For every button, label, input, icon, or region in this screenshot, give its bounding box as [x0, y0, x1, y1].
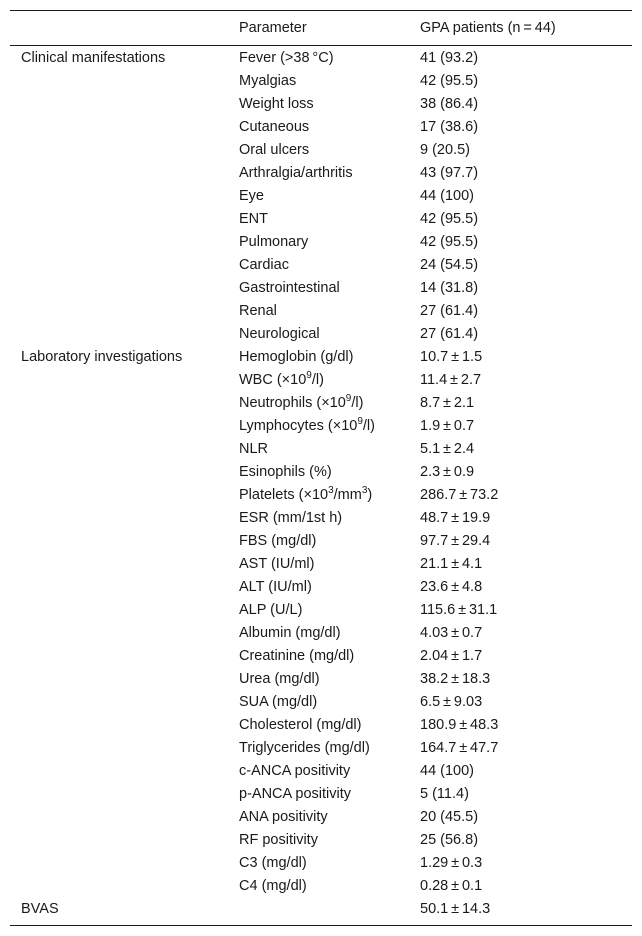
value-cell: 17 (38.6) — [420, 119, 479, 135]
value-cell: 115.6 ± 31.1 — [420, 602, 498, 618]
table-row — [10, 277, 632, 300]
value-cell: 20 (45.5) — [420, 809, 479, 825]
value-cell: 5.1 ± 2.4 — [420, 441, 475, 457]
table-row — [10, 553, 632, 576]
parameter-cell: C4 (mg/dl) — [239, 878, 307, 894]
value-cell: 97.7 ± 29.4 — [420, 533, 491, 549]
parameter-cell: ANA positivity — [239, 809, 328, 825]
table-row — [10, 783, 632, 806]
table-row — [10, 875, 632, 898]
table-row — [10, 323, 632, 346]
value-cell: 42 (95.5) — [420, 234, 479, 250]
value-cell: 1.9 ± 0.7 — [420, 418, 475, 434]
parameter-cell: NLR — [239, 441, 269, 457]
parameter-cell: Fever (>38 °C) — [239, 50, 334, 66]
table-row — [10, 208, 632, 231]
table-row — [10, 369, 632, 392]
superscript-text: 9 — [306, 370, 312, 382]
superscript-text: 9 — [357, 416, 363, 428]
table-row — [10, 645, 632, 668]
value-cell: 38.2 ± 18.3 — [420, 671, 491, 687]
parameter-cell: Esinophils (%) — [239, 464, 332, 480]
table-row — [10, 829, 632, 852]
parameter-cell: Gastrointestinal — [239, 280, 340, 296]
superscript-text: 3 — [361, 485, 368, 497]
table-row — [10, 530, 632, 553]
parameter-cell: Arthralgia/arthritis — [239, 165, 353, 181]
value-cell: 6.5 ± 9.03 — [420, 694, 483, 710]
value-cell: 5 (11.4) — [420, 786, 469, 802]
table-row — [10, 622, 632, 645]
table-row — [10, 93, 632, 116]
table-row — [10, 714, 632, 737]
value-cell: 8.7 ± 2.1 — [420, 395, 475, 411]
header-gpa-patients: GPA patients (n = 44) — [420, 20, 556, 36]
parameter-cell: Cutaneous — [239, 119, 310, 135]
group-label: Clinical manifestations — [21, 50, 166, 66]
value-cell: 27 (61.4) — [420, 303, 479, 319]
parameter-cell: Myalgias — [239, 73, 297, 89]
table-row — [10, 300, 632, 323]
parameter-cell: Weight loss — [239, 96, 314, 112]
value-cell: 42 (95.5) — [420, 211, 479, 227]
table-row — [10, 346, 632, 369]
value-cell: 44 (100) — [420, 763, 475, 779]
parameter-cell: Eye — [239, 188, 264, 204]
table-row — [10, 139, 632, 162]
table-row — [10, 392, 632, 415]
parameter-cell: Urea (mg/dl) — [239, 671, 320, 687]
value-cell: 48.7 ± 19.9 — [420, 510, 491, 526]
superscript-text: 9 — [345, 393, 352, 405]
parameter-text: /l) — [362, 418, 375, 434]
data-table — [10, 10, 632, 926]
value-cell: 1.29 ± 0.3 — [420, 855, 483, 871]
value-cell: 50.1 ± 14.3 — [420, 901, 491, 917]
parameter-cell — [239, 369, 324, 392]
table-row — [10, 461, 632, 484]
table-row — [10, 691, 632, 714]
table-body — [10, 46, 632, 925]
group-label: Laboratory investigations — [21, 349, 183, 365]
value-cell: 25 (56.8) — [420, 832, 479, 848]
parameter-cell: Neurological — [239, 326, 320, 342]
parameter-cell — [239, 415, 375, 438]
parameter-cell: Creatinine (mg/dl) — [239, 648, 355, 664]
value-cell: 9 (20.5) — [420, 142, 470, 158]
value-cell: 38 (86.4) — [420, 96, 479, 112]
value-cell: 2.3 ± 0.9 — [420, 464, 475, 480]
parameter-cell: Pulmonary — [239, 234, 309, 250]
table-row — [10, 415, 632, 438]
table-row — [10, 898, 632, 921]
table-row — [10, 484, 632, 507]
header-parameter: Parameter — [239, 20, 307, 36]
parameter-text: Lymphocytes (×10 — [239, 418, 358, 434]
value-cell: 286.7 ± 73.2 — [420, 487, 499, 503]
table-row — [10, 737, 632, 760]
parameter-text: /mm — [333, 487, 362, 503]
parameter-text: Neutrophils (×10 — [239, 395, 346, 411]
parameter-cell — [239, 392, 363, 415]
parameter-text: ) — [367, 487, 373, 503]
table-row — [10, 162, 632, 185]
value-cell: 180.9 ± 48.3 — [420, 717, 499, 733]
value-cell: 21.1 ± 4.1 — [420, 556, 483, 572]
parameter-cell: SUA (mg/dl) — [239, 694, 318, 710]
table-row — [10, 70, 632, 93]
parameter-cell: Oral ulcers — [239, 142, 310, 158]
parameter-cell: p-ANCA positivity — [239, 786, 352, 802]
parameter-text: /l) — [311, 372, 324, 388]
parameter-cell: ESR (mm/1st h) — [239, 510, 343, 526]
parameter-text: Platelets (×10 — [239, 487, 329, 503]
parameter-cell: c-ANCA positivity — [239, 763, 351, 779]
table-row — [10, 254, 632, 277]
parameter-cell: ALP (U/L) — [239, 602, 303, 618]
parameter-cell: Cardiac — [239, 257, 289, 273]
table-row — [10, 852, 632, 875]
value-cell: 43 (97.7) — [420, 165, 479, 181]
parameter-cell: FBS (mg/dl) — [239, 533, 317, 549]
value-cell: 2.04 ± 1.7 — [420, 648, 483, 664]
parameter-cell: ALT (IU/ml) — [239, 579, 312, 595]
value-cell: 27 (61.4) — [420, 326, 479, 342]
value-cell: 24 (54.5) — [420, 257, 479, 273]
table-row — [10, 668, 632, 691]
value-cell: 44 (100) — [420, 188, 475, 204]
parameter-cell: Renal — [239, 303, 277, 319]
table-row — [10, 760, 632, 783]
parameter-cell: C3 (mg/dl) — [239, 855, 307, 871]
parameter-cell: Albumin (mg/dl) — [239, 625, 341, 641]
parameter-cell: RF positivity — [239, 832, 318, 848]
value-cell: 14 (31.8) — [420, 280, 479, 296]
parameter-text: WBC (×10 — [239, 372, 307, 388]
parameter-cell: Cholesterol (mg/dl) — [239, 717, 362, 733]
parameter-cell: ENT — [239, 211, 268, 227]
table-row — [10, 47, 632, 70]
parameter-cell: Hemoglobin (g/dl) — [239, 349, 354, 365]
group-label: BVAS — [21, 901, 59, 917]
table-row — [10, 599, 632, 622]
parameter-cell: AST (IU/ml) — [239, 556, 315, 572]
table-row — [10, 806, 632, 829]
table-row — [10, 438, 632, 461]
value-cell: 10.7 ± 1.5 — [420, 349, 483, 365]
value-cell: 23.6 ± 4.8 — [420, 579, 483, 595]
value-cell: 164.7 ± 47.7 — [420, 740, 499, 756]
value-cell: 0.28 ± 0.1 — [420, 878, 483, 894]
value-cell: 41 (93.2) — [420, 50, 479, 66]
superscript-text: 3 — [328, 485, 334, 497]
bottom-rule — [10, 925, 632, 926]
table-row — [10, 507, 632, 530]
table-row — [10, 116, 632, 139]
value-cell: 11.4 ± 2.7 — [420, 372, 482, 388]
table-row — [10, 185, 632, 208]
parameter-cell: Triglycerides (mg/dl) — [239, 740, 370, 756]
table-row — [10, 576, 632, 599]
value-cell: 42 (95.5) — [420, 73, 479, 89]
table-row — [10, 231, 632, 254]
value-cell: 4.03 ± 0.7 — [420, 625, 483, 641]
parameter-text: /l) — [351, 395, 364, 411]
parameter-cell — [239, 484, 372, 507]
table-header — [10, 11, 632, 45]
